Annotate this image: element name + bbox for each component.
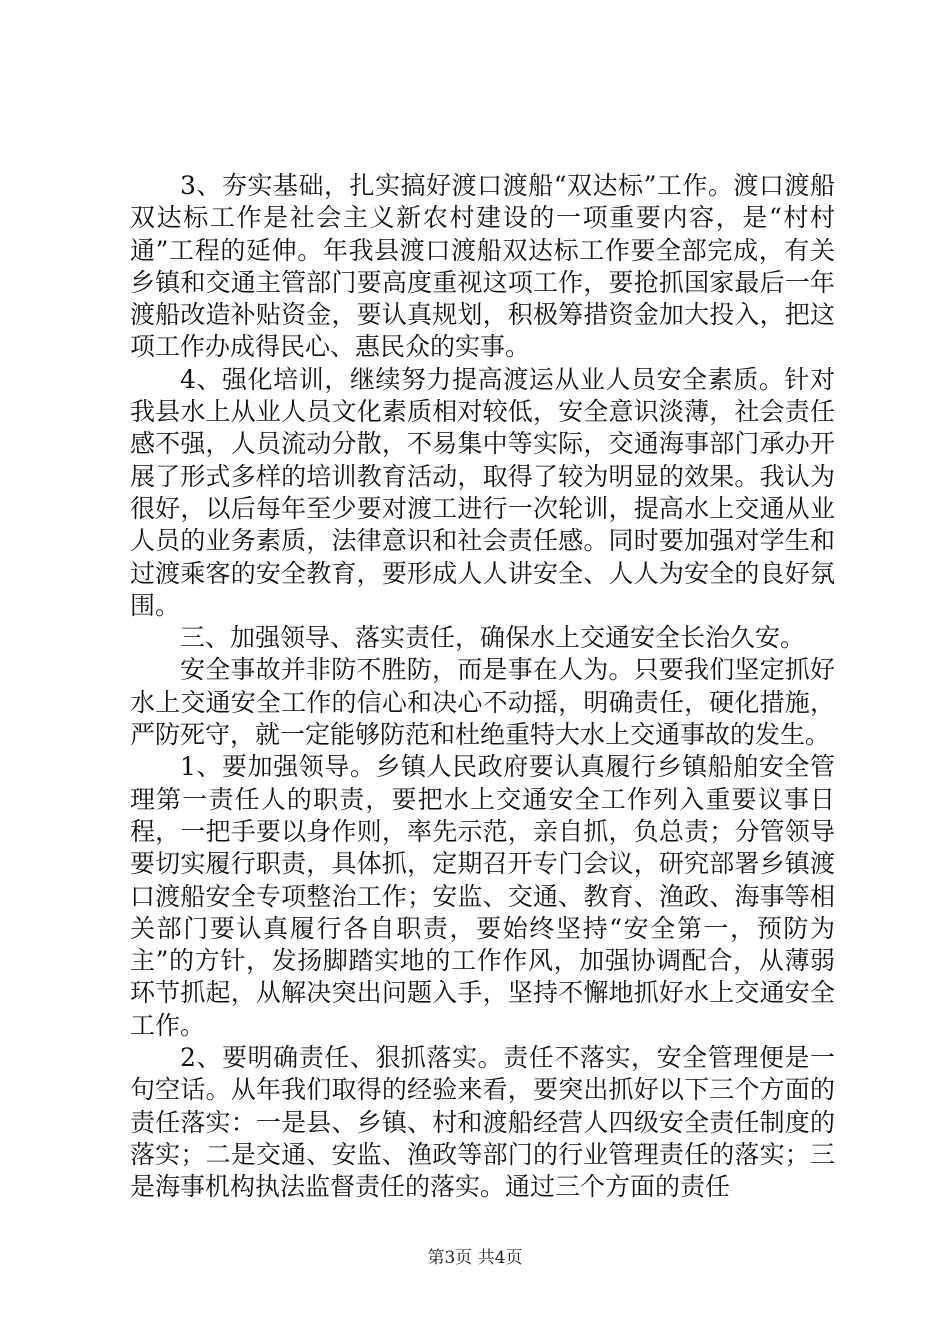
page-number: 第3页 共4页: [427, 1248, 523, 1268]
paragraph-item-3-foundation: 3、夯实基础，扎实搞好渡口渡船“双达标”工作。渡口渡船双达标工作是社会主义新农村建设的一项重要内容，是“村村通”工程的延伸。年我县渡口渡船双达标工作要全部完成，有关乡镇和交通主管部门要高度重视这项工作，要抢抓国家最后一年渡船改造补贴资金，要认真规划，积极筹措资金加大投入，把这项工作办成得民心、惠民众的实事。: [130, 171, 835, 362]
paragraph-item-4-training: 4、强化培训，继续努力提高渡运从业人员安全素质。针对我县水上从业人员文化素质相对较低，安全意识淡薄，社会责任感不强，人员流动分散，不易集中等实际，交通海事部门承办开展了形式多样的培训教育活动，取得了较为明显的效果。我认为很好，以后每年至少要对渡工进行一次轮训，提高水上交通从业人员的业务素质，法律意识和社会责任感。同时要加强对学生和过渡乘客的安全教育，要形成人人讲安全、人人为安全的良好氛围。: [130, 364, 835, 620]
section-heading-3: 三、加强领导、落实责任，确保水上交通安全长治久安。: [180, 623, 806, 653]
page-footer: [0, 1243, 950, 1268]
paragraph-item-1-leadership: 1、要加强领导。乡镇人民政府要认真履行乡镇船舶安全管理第一责任人的职责，要把水上交通安全工作列入重要议事日程，一把手要以身作则，率先示范，亲自抓，负总责；分管领导要切实履行职责，具体抓，定期召开专门会议，研究部署乡镇渡口渡船安全专项整治工作；安监、交通、教育、渔政、海事等相关部门要认真履行各自职责，要始终坚持“安全第一，预防为主”的方针，发扬脚踏实地的工作作风，加强协调配合，从薄弱环节抓起，从解决突出问题入手，坚持不懈地抓好水上交通安全工作。: [130, 752, 835, 1040]
paragraph-safety-intro: 安全事故并非防不胜防，而是事在人为。只要我们坚定抓好水上交通安全工作的信心和决心不动摇，明确责任，硬化措施，严防死守，就一定能够防范和杜绝重特大水上交通事故的发生。: [130, 655, 835, 750]
paragraph-item-2-responsibility: 2、要明确责任、狠抓落实。责任不落实，安全管理便是一句空话。从年我们取得的经验来看，要突出抓好以下三个方面的责任落实：一是县、乡镇、村和渡船经营人四级安全责任制度的落实；二是交通、安监、渔政等部门的行业管理责任的落实；三是海事机构执法监督责任的落实。通过三个方面的责任: [130, 1043, 835, 1202]
body-text: [130, 170, 835, 1204]
